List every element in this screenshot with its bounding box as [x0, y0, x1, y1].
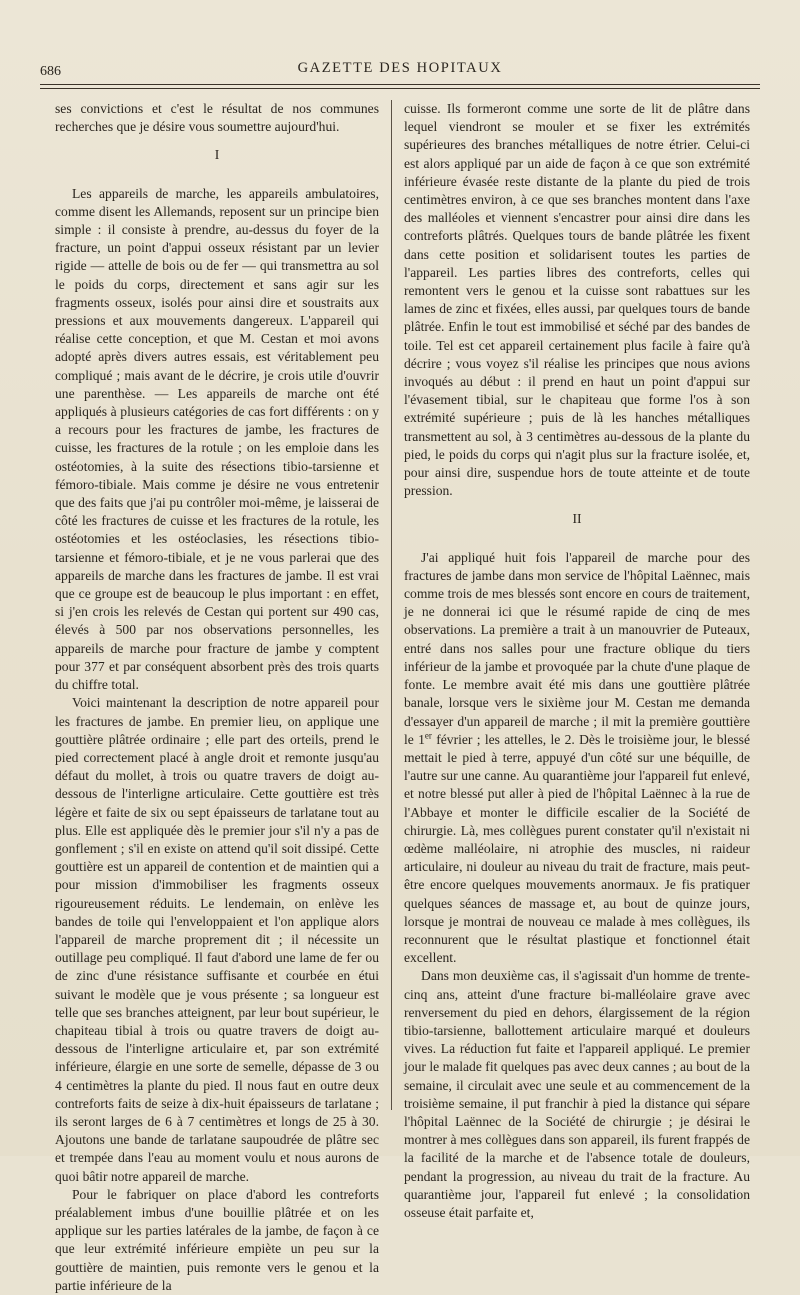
- paragraph: [404, 549, 750, 968]
- left-column: [55, 100, 379, 1295]
- page-number: 686: [40, 64, 61, 79]
- section-heading-2: II: [572, 511, 582, 527]
- paragraph: Dans mon deuxième cas, il s'agissait d'un homme de trente-cinq ans, atteint d'une fracture bi-malléolaire grave avec renversement du pied en dehors, élargissement de la région tibio-tarsienne, ballottement articulaire marqué et douleurs vives. La réduction fut faite et l'appareil appliqué. Le premier jour le malade fit quelques pas avec deux cannes ; au bout de la semaine, il circulait avec une seule et au commencement de la troisième semaine, il put franchir à pied la distance qui sépare l'hôpital Laënnec de la Société de chirurgie ; je désirai le montrer à mes collègues dans son appareil, ils furent frappés de la facilité de la marche et de l'absence totale de douleurs, pendant la progression, au niveau du trait de la fracture. Au quarantième jour, l'appareil fut enlevé ; la consolidation osseuse était parfaite et,: [404, 968, 750, 1220]
- superscript: er: [424, 730, 432, 741]
- paragraph: Pour le fabriquer on place d'abord les contreforts préalablement imbus d'une bouillie plâtrée et on les applique sur les parties latérales de la jambe, de façon à ce que leur extrémité inférieure empiète un peu sur la gouttière de maintien, puis remonte vers le genou et la partie inférieure de la: [55, 1186, 379, 1293]
- paragraph: Voici maintenant la description de notre appareil pour les fractures de jambe. En premier lieu, on applique une gouttière plâtrée ordinaire ; elle part des orteils, prend le pied correctement placé à angle droit et remonte jusqu'au défaut du mollet, à trois ou quatre travers de doigt au-dessous de l'interligne articulaire. Cette gouttière est très légère et faite de six ou sept épaisseurs de tarlatane tout au plus. Elle est appliquée dès le premier jour s'il n'y a pas de gonflement ; s'il en existe on attend qu'il soit dissipé. Cette gouttière est un appareil de contention et de maintien qui a pour mission d'immobiliser les fragments osseux rigoureusement réduits. Le lendemain, on enlève les bandes de toile qui l'enveloppaient et l'on applique alors l'appareil de marche proprement dit ; il nécessite un outillage peu compliqué. Il faut d'abord une lame de fer ou de zinc d'une résistance suffisante et courbée en étui suivant le modèle que je vous présente ; sa longueur est telle que ses branches atteignent, par leur bout supérieur, le chapiteau tibial à trois ou quatre travers de doigt au-dessous de l'interligne articulaire et, par son extrémité inférieure, élargie en une sorte de semelle, dépasse de 3 ou 4 centimètres la plante du pied. Il nous faut en outre deux contreforts faits de seize à dix-huit épaisseurs de tarlatane ; ils seront larges de 6 à 7 centimètres et longs de 25 à 30. Ajoutons une bande de tarlatane saupoudrée de plâtre sec et trempée dans l'eau au moment voulu et nous aurons de quoi bâtir notre appareil de marche.: [55, 695, 379, 1184]
- right-column: [404, 100, 750, 1222]
- paragraph: ses convictions et c'est le résultat de nos communes recherches que je désire vous soumettre aujourd'hui.: [55, 101, 379, 135]
- paragraph-text: février ; les attelles, le 2. Dès le troisième jour, le blessé mettait le pied à terre, appuyé d'un côté sur une béquille, de l'autre sur une canne. Au quarantième jour l'appareil fut enlevé, et notre blessé put aller à pied de l'hôpital Laënnec à la rue de l'Abbaye et monter le difficile escalier de la Société de chirurgie. Là, mes collègues purent constater qu'il n'existait ni œdème malléolaire, ni atrophie des muscles, ni raideur articulaire, ni douleur au niveau du trait de fracture, mais peut-être encore quelques mouvements anormaux. Je fis pratiquer quelques séances de massage et, au bout de quinze jours, lorsque je montrai de nouveau ce malade à mes collègues, ils reconnurent que le résultat plastique et fonctionnel était excellent.: [404, 731, 750, 966]
- header-rule-thin: [40, 88, 760, 89]
- paragraph: cuisse. Ils formeront comme une sorte de lit de plâtre dans lequel viendront se mouler et se fixer les extrémités supérieures des branches métalliques de notre étrier. Celui-ci est alors appliqué par un aide de façon à ce que son extrémité inférieure évasée reste distante de la plante du pied de trois centimètres environ, à ce que ses branches montent dans l'axe des malléoles et viennent s'encastrer pour ainsi dire dans les contreforts plâtrés. Quelques tours de bande plâtrée les fixent dans cette position et solidarisent toutes les parties de l'appareil. Les parties libres des contreforts, celles qui remontent vers le genou et la cuisse sont rabattues sur les lames de zinc et fixées, elles aussi, par quelques tours de bande plâtrée. Enfin le tout est immobilisé et séché par des bandes de toile. Tel est cet appareil certainement plus facile à faire qu'à décrire ; vous voyez s'il réalise les principes que nous avions invoqués au début : il prend en haut un point d'appui sur l'évasement tibial, sur le chapiteau que forme l'os à son extrémité supérieure ; puis de là les hanches métalliques transmettent au sol, à 3 centimètres au-dessous de la plante du pied, le poids du corps qui n'agit plus sur la fracture isolée, et, pour ainsi dire, suspendue hors de toute atteinte et de toute pression.: [404, 101, 750, 499]
- journal-title: GAZETTE DES HOPITAUX: [297, 60, 503, 76]
- column-divider: [391, 100, 392, 1110]
- paragraph-text: J'ai appliqué huit fois l'appareil de marche pour des fractures de jambe dans mon service de l'hôpital Laënnec, mais comme trois de mes blessés sont encore en cours de traitement, je ne donnerai ici que le résumé rapide de cinq de mes observations. La première a trait à un manouvrier de Puteaux, entré dans nos salles pour une fracture oblique du tiers inférieur de la jambe et provoquée par la chute d'une plaque de fonte. Le membre avait été mis dans une gouttière plâtrée banale, lorsque vers le sixième jour M. Cestan me demanda d'essayer d'un appareil de marche ; il mit la première gouttière le 1: [404, 549, 750, 747]
- section-heading-1: I: [214, 147, 220, 163]
- page-header: [40, 60, 760, 82]
- header-rule-thick: [40, 84, 760, 85]
- paragraph: Les appareils de marche, les appareils ambulatoires, comme disent les Allemands, reposent sur un principe bien simple : il consiste à prendre, au-dessus du foyer de la fracture, un point d'appui osseux résistant par un levier rigide — attelle de bois ou de fer — qui transmettra au sol le poids du corps, directement et sans agir sur les fragments osseux, isolés pour ainsi dire et soustraits aux pressions et aux mouvements dangereux. L'appareil qui réalise cette conception, et que M. Cestan et moi avons adopté après divers autres essais, est véritablement peu compliqué ; mais avant de le décrire, je crois utile d'ouvrir une parenthèse. — Les appareils de marche ont été appliqués à plusieurs catégories de cas fort différents : on y a recours pour les fractures de jambe, les fractures de cuisse, les fractures de la rotule ; on les emploie dans les ostéotomies, à la suite des résections tibio-tarsienne et fémoro-tibiale. Mais comme je désire ne vous entretenir que des faits que j'ai pu contrôler moi-même, je laisserai de côté les fractures de cuisse et les fractures de la rotule, les ostéotomies et les ostéoclasies, les résections tibio-tarsienne et fémoro-tibiale, et je ne vous parlerai que des appareils de marche dans les fractures de jambe. Il est vrai que ce groupe est de beaucoup le plus important : en effet, si j'en crois les relevés de Cestan qui portent sur 490 cas, élevés à 500 par nos observations personnelles, les appareils de marche pour fracture de jambe y comptent pour 377 et par conséquent absorbent près des trois quarts du chiffre total.: [55, 185, 379, 693]
